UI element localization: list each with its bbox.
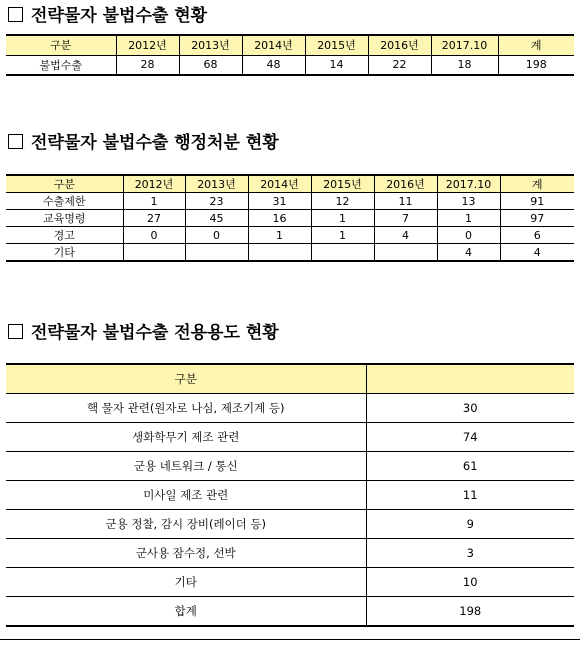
table-cell: 11	[366, 481, 574, 510]
checkbox-square-icon	[8, 134, 23, 149]
table-cell: 61	[366, 452, 574, 481]
table-cell: 0	[185, 227, 248, 244]
table-cell: 12	[311, 193, 374, 210]
table-cell: 14	[305, 55, 368, 75]
header-cell: 구분	[6, 35, 116, 55]
table-cell: 3	[366, 539, 574, 568]
administrative-actions-table	[6, 174, 574, 262]
table-cell: 31	[248, 193, 311, 210]
table-cell: 198	[498, 55, 574, 75]
table-cell: 경고	[6, 227, 123, 244]
header-cell	[366, 364, 574, 394]
section-title-administrative-actions	[8, 128, 279, 153]
table-row	[6, 452, 574, 481]
header-cell: 2012년	[116, 35, 179, 55]
bottom-divider	[0, 639, 580, 640]
header-cell: 2013년	[179, 35, 242, 55]
table-cell: 4	[500, 244, 574, 262]
table-row	[6, 244, 574, 262]
header-cell: 2015년	[305, 35, 368, 55]
table-cell: 4	[374, 227, 437, 244]
table-cell: 48	[242, 55, 305, 75]
section-title-text: 전략물자 불법수출 전용용도 현황	[31, 323, 279, 343]
table-row	[6, 568, 574, 597]
table-cell: 핵 물자 관련(원자로 나심, 제조기계 등)	[6, 394, 366, 423]
table-cell: 0	[123, 227, 185, 244]
table-cell: 97	[500, 210, 574, 227]
table-row	[6, 210, 574, 227]
table-cell: 22	[368, 55, 431, 75]
table-row	[6, 394, 574, 423]
header-cell: 구분	[6, 364, 366, 394]
illegal-exports-table	[6, 34, 574, 76]
section-title-text: 전략물자 불법수출 현황	[31, 6, 208, 26]
diversion-uses-table	[6, 363, 574, 627]
table-cell	[123, 244, 185, 262]
section-title-text: 전략물자 불법수출 행정처분 현황	[31, 133, 279, 153]
table-header-row	[6, 35, 574, 55]
table-row	[6, 481, 574, 510]
table-row	[6, 539, 574, 568]
table-cell: 10	[366, 568, 574, 597]
table-cell: 4	[437, 244, 500, 262]
header-cell: 계	[500, 175, 574, 193]
table-cell: 6	[500, 227, 574, 244]
table-cell: 30	[366, 394, 574, 423]
table-cell: 미사일 제조 관련	[6, 481, 366, 510]
table-header-row	[6, 364, 574, 394]
checkbox-square-icon	[8, 324, 23, 339]
table-cell: 교육명령	[6, 210, 123, 227]
table-row	[6, 55, 574, 75]
table-cell: 군용 네트워크 / 통신	[6, 452, 366, 481]
table-cell	[248, 244, 311, 262]
table-cell	[185, 244, 248, 262]
table-row	[6, 510, 574, 539]
table-cell: 생화학무기 제조 관련	[6, 423, 366, 452]
table-cell: 1	[437, 210, 500, 227]
table-row	[6, 193, 574, 210]
table-row-total	[6, 597, 574, 627]
table-cell: 합계	[6, 597, 366, 627]
table-cell: 군용 정찰, 감시 장비(레이더 등)	[6, 510, 366, 539]
header-cell: 2013년	[185, 175, 248, 193]
table-cell: 0	[437, 227, 500, 244]
table-cell: 13	[437, 193, 500, 210]
section-title-illegal-exports	[8, 1, 207, 26]
table-cell: 9	[366, 510, 574, 539]
table-cell: 45	[185, 210, 248, 227]
table-cell: 28	[116, 55, 179, 75]
header-cell: 2014년	[242, 35, 305, 55]
table-cell: 27	[123, 210, 185, 227]
table-cell: 불법수출	[6, 55, 116, 75]
header-cell: 계	[498, 35, 574, 55]
table-cell	[311, 244, 374, 262]
table-row	[6, 227, 574, 244]
table-cell: 1	[248, 227, 311, 244]
table-cell: 198	[366, 597, 574, 627]
table-cell: 18	[431, 55, 498, 75]
table-cell: 68	[179, 55, 242, 75]
header-cell: 2017.10	[437, 175, 500, 193]
header-cell: 2016년	[374, 175, 437, 193]
header-cell: 2016년	[368, 35, 431, 55]
table-cell: 7	[374, 210, 437, 227]
table-cell: 74	[366, 423, 574, 452]
header-cell: 2015년	[311, 175, 374, 193]
table-cell: 기타	[6, 244, 123, 262]
table-cell: 23	[185, 193, 248, 210]
header-cell: 구분	[6, 175, 123, 193]
table-cell: 11	[374, 193, 437, 210]
table-row	[6, 423, 574, 452]
section-title-diversion-uses	[8, 318, 279, 343]
header-cell: 2017.10	[431, 35, 498, 55]
table-cell: 1	[311, 210, 374, 227]
table-cell: 16	[248, 210, 311, 227]
table-cell: 1	[311, 227, 374, 244]
table-header-row	[6, 175, 574, 193]
table-cell	[374, 244, 437, 262]
table-cell: 수출제한	[6, 193, 123, 210]
header-cell: 2012년	[123, 175, 185, 193]
checkbox-square-icon	[8, 7, 23, 22]
table-cell: 91	[500, 193, 574, 210]
table-cell: 1	[123, 193, 185, 210]
table-cell: 군사용 잠수정, 선박	[6, 539, 366, 568]
table-cell: 기타	[6, 568, 366, 597]
header-cell: 2014년	[248, 175, 311, 193]
